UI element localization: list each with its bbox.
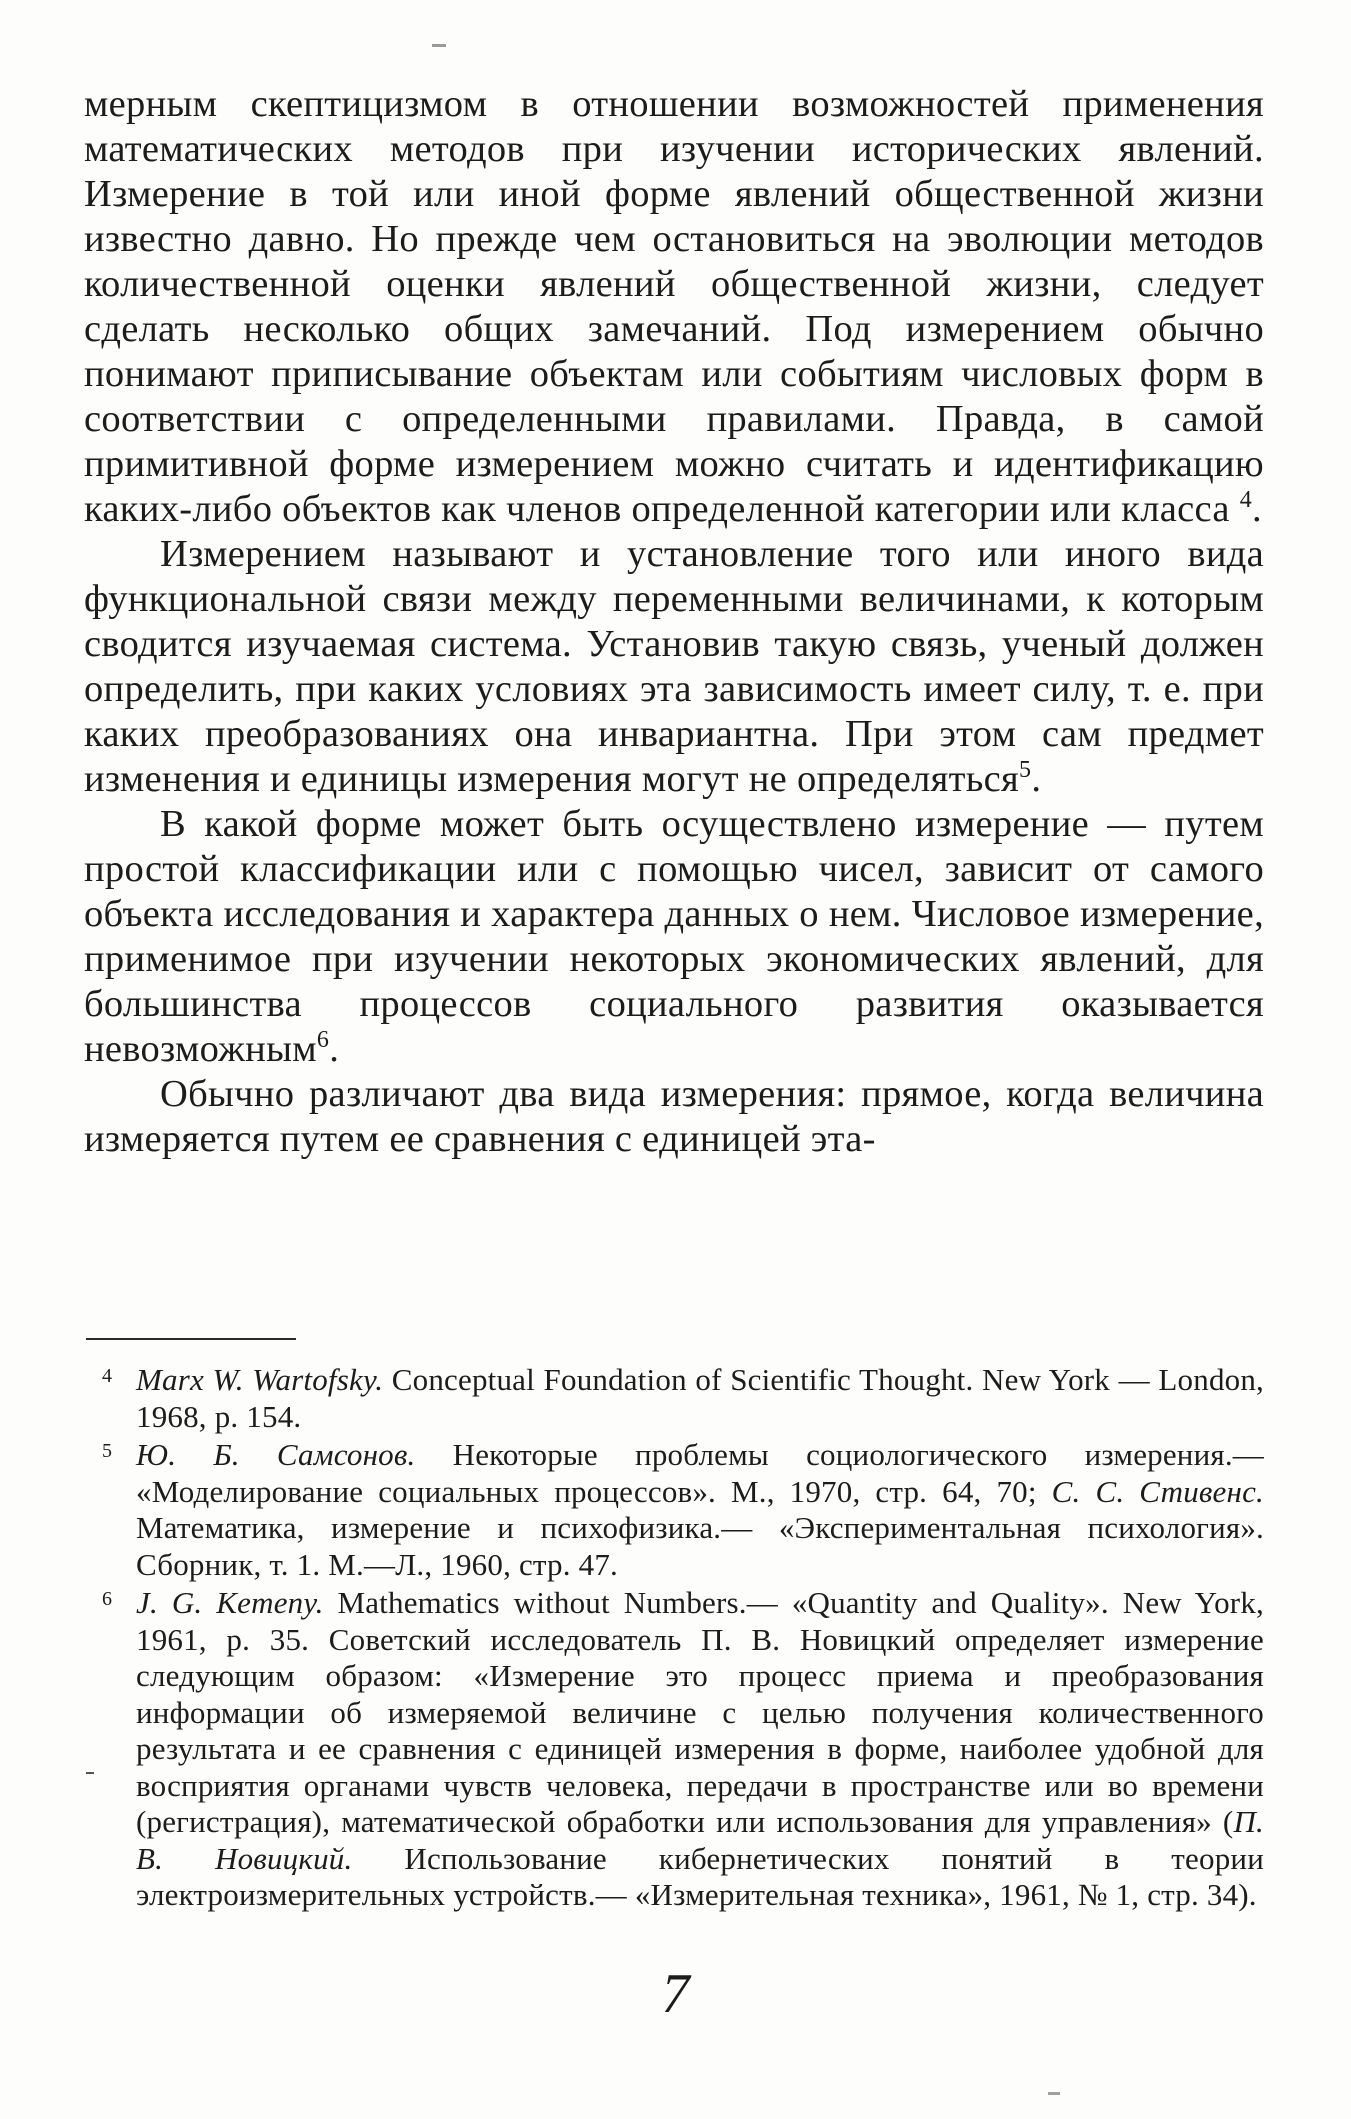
footnote-number: 6 bbox=[102, 1588, 113, 1610]
paragraph-2: Измерением называют и установление того или иного вида функциональной связи между переменными величинами, к которым сводится изучаемая система. Установив такую связь, ученый должен определить, при каких условиях эта зависимость имеет силу, т. е. при каких преобразованиях она инвариантна. При этом сам предмет изменения и единицы измерения могут не определяться$^5$. bbox=[84, 533, 1264, 800]
footnote-ref-5: 5 bbox=[1019, 757, 1032, 784]
footnote-author-2: П. В. Новицкий. bbox=[136, 1804, 1264, 1876]
main-text bbox=[84, 82, 1264, 1162]
footnote-4 bbox=[96, 1362, 1264, 1435]
footnotes bbox=[96, 1362, 1264, 1916]
footnote-author: Marx W. Wartofsky. bbox=[136, 1362, 384, 1397]
scan-mark-bottom bbox=[1048, 2092, 1060, 2095]
paragraph-3: В какой форме может быть осуществлено измерение — путем простой классификации или с помощью чисел, зависит от самого объекта исследования и характера данных о нем. Числовое измерение, применимое при изучении некоторых экономических явлений, для большинства процессов социального развития оказывается невозможным$^6$. bbox=[84, 803, 1264, 1070]
footnote-ref-6: 6 bbox=[316, 1027, 330, 1054]
footnote-6 bbox=[96, 1585, 1264, 1914]
footnote-author-2: С. С. Стивенс. bbox=[1051, 1473, 1264, 1509]
footnote-number: 5 bbox=[102, 1440, 113, 1462]
footnote-5 bbox=[96, 1437, 1264, 1583]
footnote-text: Некоторые проблемы социологического измерения.— «Моделирование социальных процессов». М., 1970, стр. 64, 70; bbox=[136, 1437, 1264, 1509]
footnote-text-2: Использование кибернетических понятий в теории электроизмерительных устройств.— «Измерительная техника», 1961, № 1, стр. 34). bbox=[136, 1840, 1264, 1912]
footnote-text: Mathematics without Numbers.— «Quantity and Quality». New York, 1961, p. 35. Советский исследователь П. В. Новицкий определяет измерение следующим образом: «Измерение это процесс приема и преобразования информации об измеряемой величине с целью получения количественного результата и ее сравнения с единицей измерения в форме, наиболее удобной для восприятия органами чувств человека, передачи в пространстве или во времени (регистрация), математической обработки или использования для управления» ( bbox=[136, 1585, 1264, 1839]
footnote-author: J. G. Kemeny. bbox=[136, 1585, 324, 1620]
footnote-text: Conceptual Foundation of Scientific Thought. New York — London, 1968, p. 154. bbox=[136, 1362, 1264, 1434]
scan-mark-side bbox=[86, 1772, 94, 1774]
footnote-text-2: Математика, измерение и психофизика.— «Экспериментальная психология». Сборник, т. 1. М.—Л., 1960, стр. 47. bbox=[136, 1510, 1264, 1582]
footnote-author: Ю. Б. Самсонов. bbox=[136, 1437, 416, 1472]
paragraph-4: Обычно различают два вида измерения: прямое, когда величина измеряется путем ее сравнения с единицей эта- bbox=[84, 1073, 1264, 1160]
scan-mark-top bbox=[432, 44, 446, 47]
footnote-separator bbox=[86, 1338, 296, 1340]
page-number: 7 bbox=[661, 1963, 690, 2025]
footnote-number: 4 bbox=[102, 1365, 113, 1387]
footnote-ref-4: 4 bbox=[1239, 487, 1253, 514]
paragraph-1: мерным скептицизмом в отношении возможностей применения математических методов при изучении исторических явлений. Измерение в той или иной форме явлений общественной жизни известно давно. Но прежде чем остановиться на эволюции методов количественной оценки явлений общественной жизни, следует сделать несколько общих замечаний. Под измерением обычно понимают приписывание объектам или событиям числовых форм в соответствии с определенными правилами. Правда, в самой примитивной форме измерением можно считать и идентификацию каких-либо объектов как членов определенной категории или класса $^4$. bbox=[84, 83, 1264, 530]
